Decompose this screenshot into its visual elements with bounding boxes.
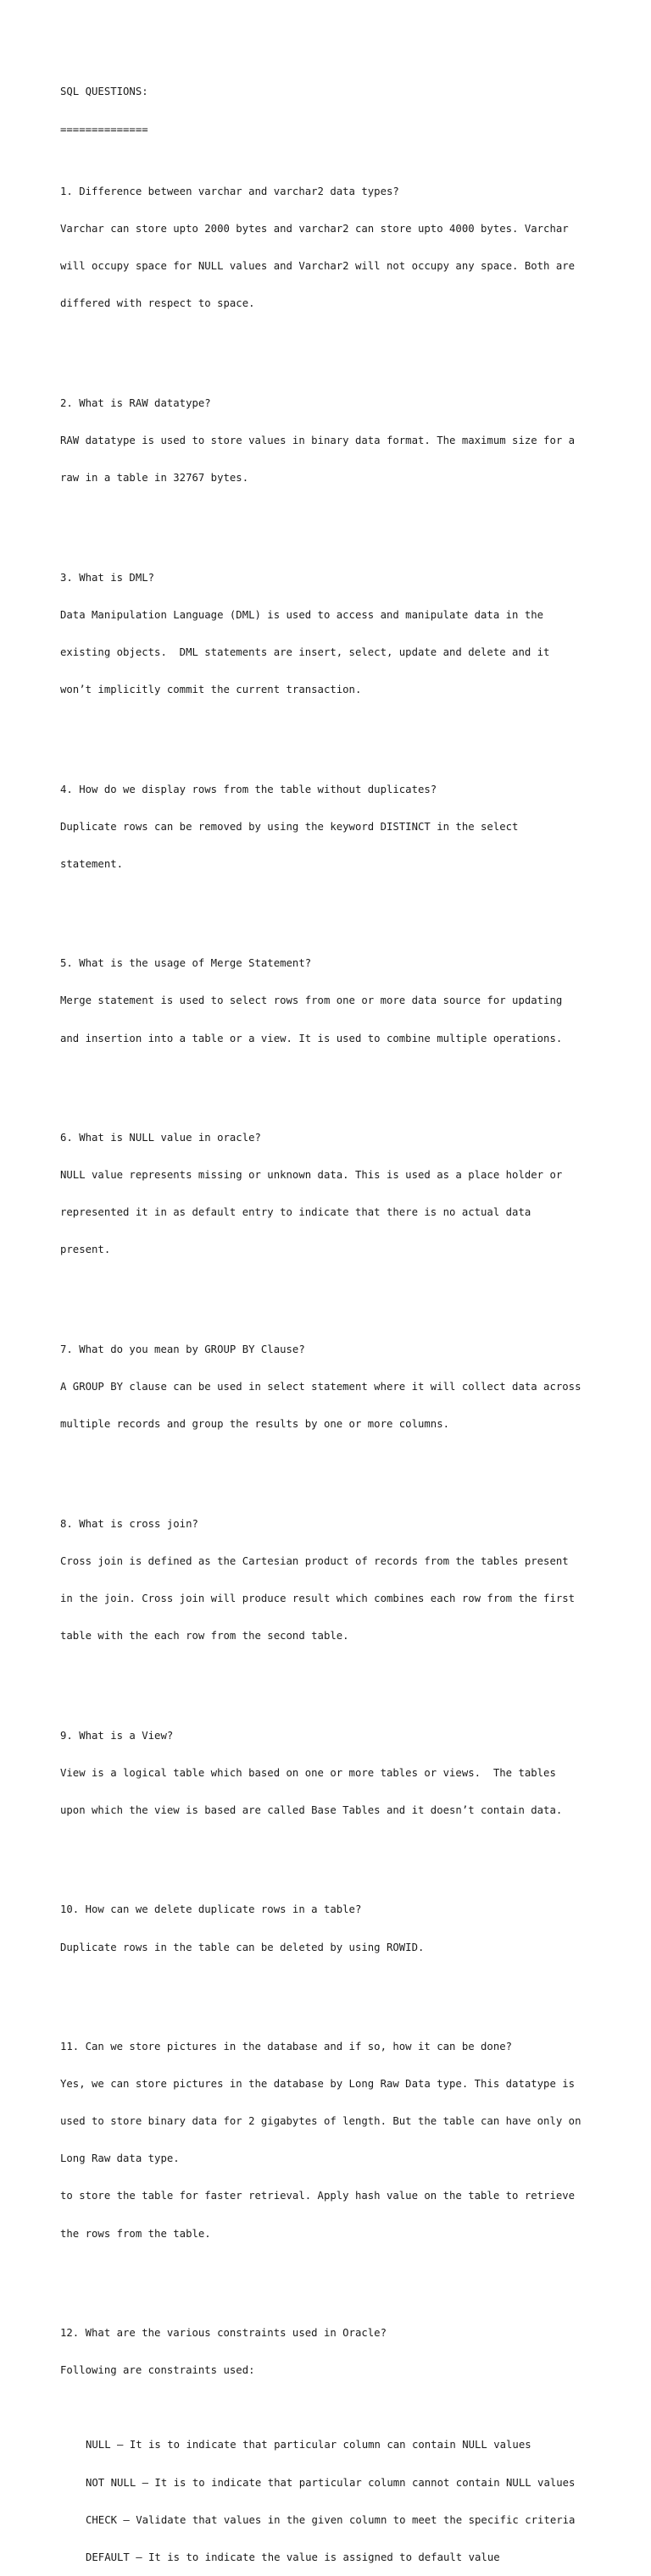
document-title: SQL QUESTIONS:	[60, 86, 148, 98]
answer-line: Following are constraints used:	[60, 2364, 255, 2377]
constraint-null: NULL – It is to indicate that particular column can contain NULL values	[86, 2439, 531, 2451]
paragraph-gap	[60, 1455, 645, 1468]
answer-line: Yes, we can store pictures in the database by Long Raw Data type. This datatype is	[60, 2078, 576, 2091]
paragraph-gap	[60, 1979, 645, 1992]
question-6: 6. What is NULL value in oracle?	[60, 1132, 261, 1144]
question-11: 11. Can we store pictures in the database and if so, how it can be done?	[60, 2041, 513, 2053]
paragraph-gap	[60, 1842, 645, 1854]
answer-line: in the join. Cross join will produce result which combines each row from the first	[60, 1592, 576, 1604]
paragraph-gap	[60, 2265, 645, 2278]
question-3: 3. What is DML?	[60, 571, 155, 584]
answer-line: upon which the view is based are called Base Tables and it doesn’t contain data.	[60, 1803, 563, 1816]
title-underline: ==============	[60, 123, 148, 136]
answer-line: will occupy space for NULL values and Varchar2 will not occupy any space. Both are	[60, 260, 576, 273]
answer-line: Data Manipulation Language (DML) is used to access and manipulate data in the	[60, 608, 544, 621]
document-page	[60, 61, 645, 2576]
answer-line: NULL value represents missing or unknown data. This is used as a place holder or	[60, 1169, 563, 1182]
answer-line: existing objects. DML statements are insert, select, update and delete and it	[60, 645, 550, 658]
constraint-check: CHECK – Validate that values in the given column to meet the specific criteria	[86, 2513, 576, 2526]
answer-line: represented it in as default entry to indicate that there is no actual data	[60, 1206, 531, 1219]
answer-line: to store the table for faster retrieval. Apply hash value on the table to retrieve	[60, 2190, 576, 2202]
answer-line: present.	[60, 1244, 111, 1256]
constraint-default: DEFAULT – It is to indicate the value is assigned to default value	[86, 2551, 500, 2563]
paragraph-gap	[60, 1667, 645, 1680]
answer-line: A GROUP BY clause can be used in select statement where it will collect data across	[60, 1381, 581, 1393]
answer-line: statement.	[60, 857, 124, 870]
answer-line: Duplicate rows can be removed by using the keyword DISTINCT in the select	[60, 820, 519, 833]
paragraph-gap	[60, 1281, 645, 1294]
answer-line: Varchar can store upto 2000 bytes and varchar2 can store upto 4000 bytes. Varchar	[60, 223, 569, 235]
paragraph-gap	[60, 509, 645, 522]
paragraph-gap	[60, 721, 645, 734]
answer-line: RAW datatype is used to store values in binary data format. The maximum size for a	[60, 434, 576, 446]
question-5: 5. What is the usage of Merge Statement?	[60, 957, 312, 970]
question-10: 10. How can we delete duplicate rows in a table?	[60, 1903, 362, 1916]
paragraph-gap	[60, 895, 645, 908]
answer-line: used to store binary data for 2 gigabytes of length. But the table can have only on	[60, 2115, 581, 2128]
paragraph-gap	[60, 335, 645, 347]
question-2: 2. What is RAW datatype?	[60, 396, 211, 409]
answer-line: and insertion into a table or a view. It is used to combine multiple operations.	[60, 1032, 563, 1044]
answer-line: table with the each row from the second table.	[60, 1630, 349, 1643]
question-9: 9. What is a View?	[60, 1729, 174, 1742]
answer-line: won’t implicitly commit the current transaction.	[60, 683, 362, 695]
question-12: 12. What are the various constraints used in Oracle?	[60, 2327, 387, 2340]
answer-line: raw in a table in 32767 bytes.	[60, 472, 249, 485]
question-8: 8. What is cross join?	[60, 1517, 198, 1530]
constraint-not-null: NOT NULL – It is to indicate that particular column cannot contain NULL values	[86, 2476, 576, 2489]
answer-line: Duplicate rows in the table can be deleted by using ROWID.	[60, 1941, 425, 1953]
answer-line: Merge statement is used to select rows from one or more data source for updating	[60, 994, 563, 1007]
question-7: 7. What do you mean by GROUP BY Clause?	[60, 1343, 305, 1355]
paragraph-gap	[60, 1070, 645, 1083]
answer-line: Cross join is defined as the Cartesian product of records from the tables present	[60, 1554, 569, 1567]
question-4: 4. How do we display rows from the table without duplicates?	[60, 783, 437, 795]
answer-line: the rows from the table.	[60, 2227, 211, 2240]
question-1: 1. Difference between varchar and varchar2 data types?	[60, 186, 399, 197]
paragraph-gap	[60, 2401, 645, 2414]
answer-line: Long Raw data type.	[60, 2152, 180, 2165]
answer-line: View is a logical table which based on one or more tables or views. The tables	[60, 1766, 556, 1779]
answer-line: differed with respect to space.	[60, 297, 255, 310]
answer-line: multiple records and group the results by one or more columns.	[60, 1418, 450, 1431]
